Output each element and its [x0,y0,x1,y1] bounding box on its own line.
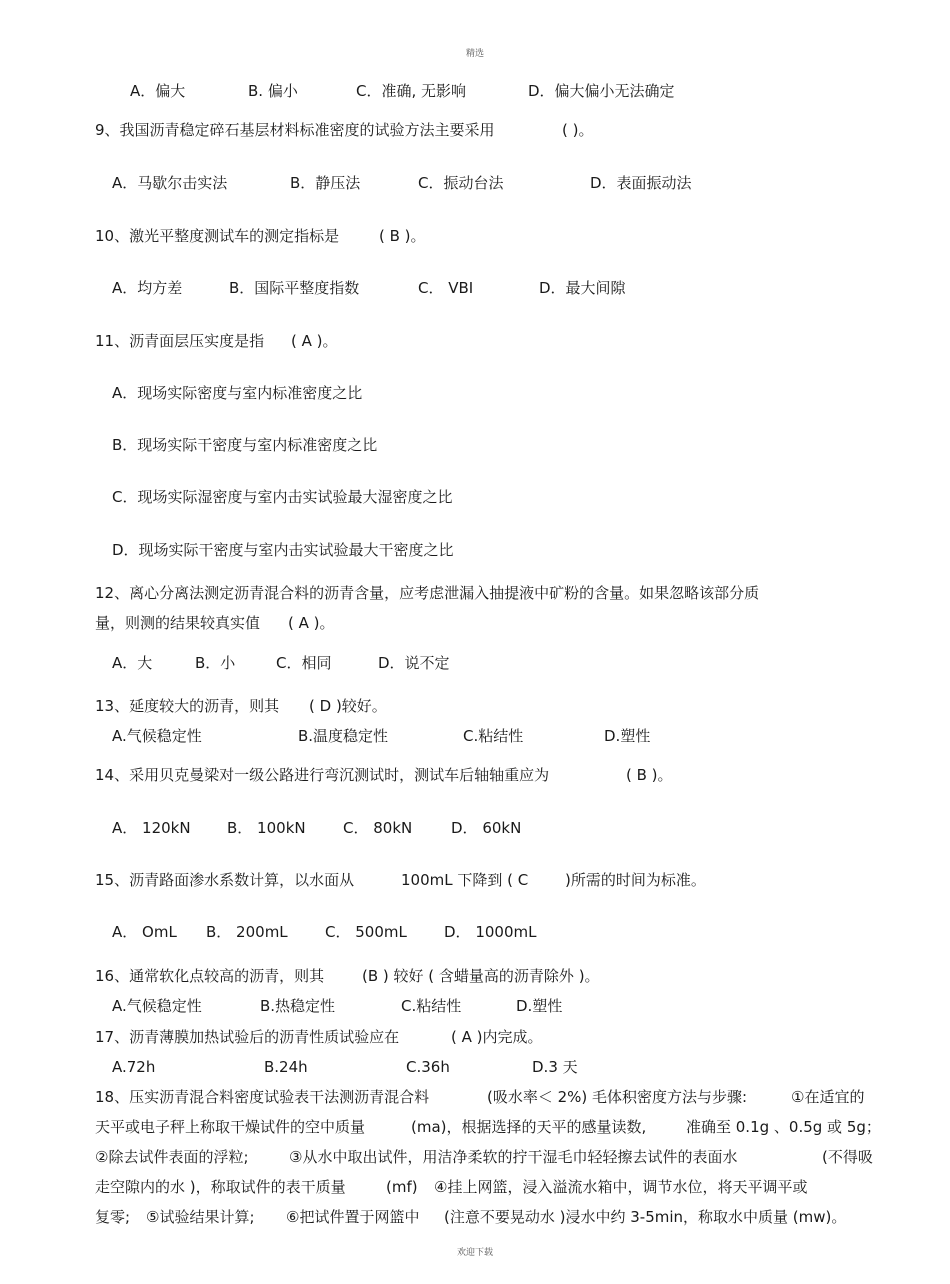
option-b: B．小 [195,654,236,672]
question-stem-line-3c: (不得吸 [822,1148,873,1166]
option-d: D.3 天 [532,1058,578,1076]
option-d: D． 60kN [451,819,522,837]
answer-blank: ( A )。 [288,614,335,632]
question-stem-end: )所需的时间为标准。 [565,871,706,889]
option-c: C．现场实际湿密度与室内击实试验最大湿密度之比 [112,488,453,506]
answer-blank: ( D )较好。 [309,697,387,715]
option-a: A．偏大 [130,82,186,100]
option-b: B．静压法 [290,174,361,192]
option-b: B. 偏小 [248,82,298,100]
option-d: D.塑性 [516,997,563,1015]
question-stem: 15、沥青路面渗水系数计算，以水面从 [95,871,355,889]
question-stem-line-1c: ①在适宜的 [791,1088,865,1106]
option-d: D． 1000mL [444,923,537,941]
question-stem-line-4a: 走空隙内的水 )，称取试件的表干质量 [95,1178,346,1196]
question-stem-line-5c: ⑥把试件置于网篮中 [286,1208,420,1226]
question-stem-line-5a: 复零; [95,1208,131,1226]
option-b: B．国际平整度指数 [229,279,360,297]
question-stem-line-4b: (mf) [386,1178,418,1196]
option-a: A.气候稳定性 [112,727,202,745]
option-b: B.热稳定性 [260,997,336,1015]
question-stem: 17、沥青薄膜加热试验后的沥青性质试验应在 [95,1028,400,1046]
option-d: D．现场实际干密度与室内击实试验最大干密度之比 [112,541,454,559]
option-c: C． 80kN [343,819,413,837]
option-c: C． VBI [418,279,474,297]
option-c: C． 500mL [325,923,407,941]
question-stem-line-3b: ③从水中取出试件，用洁净柔软的拧干湿毛巾轻轻擦去试件的表面水 [289,1148,738,1166]
answer-blank: ( A )内完成。 [451,1028,543,1046]
answer-blank: (B ) 较好 ( 含蜡量高的沥青除外 )。 [362,967,600,985]
question-stem-line-2a: 天平或电子秤上称取干燥试件的空中质量 [95,1118,366,1136]
answer-blank: ( )。 [562,121,594,139]
option-a: A．现场实际密度与室内标准密度之比 [112,384,363,402]
question-stem-line-4c: ④挂上网篮，浸入溢流水箱中，调节水位，将天平调平或 [434,1178,808,1196]
question-stem-line-5b: ⑤试验结果计算; [146,1208,255,1226]
option-d: D．表面振动法 [590,174,692,192]
option-a: A． OmL [112,923,177,941]
question-stem-cont: 量，则测的结果较真实值 [95,614,261,632]
option-b: B.24h [264,1058,308,1076]
question-stem: 12、离心分离法测定沥青混合料的沥青含量，应考虑泄漏入抽提液中矿粉的含量。如果忽略该部分质 [95,584,760,602]
option-a: A．均方差 [112,279,183,297]
question-stem: 16、通常软化点较高的沥青，则其 [95,967,325,985]
option-d: D．偏大偏小无法确定 [528,82,675,100]
question-stem: 14、采用贝克曼梁对一级公路进行弯沉测试时，测试车后轴轴重应为 [95,766,550,784]
option-b: B．现场实际干密度与室内标准密度之比 [112,436,378,454]
question-stem-line-2b: (ma)，根据选择的天平的感量读数, [411,1118,647,1136]
option-c: C.粘结性 [401,997,462,1015]
page-header: 精选 [465,49,484,59]
option-a: A.气候稳定性 [112,997,202,1015]
answer-blank: ( B )。 [626,766,673,784]
question-stem: 9、我国沥青稳定碎石基层材料标准密度的试验方法主要采用 [95,121,495,139]
option-c: C．振动台法 [418,174,504,192]
question-stem: 11、沥青面层压实度是指 [95,332,265,350]
page-footer: 欢迎下载 [456,1248,493,1258]
option-b: B． 100kN [227,819,306,837]
option-a: A． 120kN [112,819,191,837]
question-stem: 13、延度较大的沥青，则其 [95,697,280,715]
question-stem-line-1b: (吸水率＜ 2%) 毛体积密度方法与步骤: [487,1088,748,1106]
option-c: C.36h [406,1058,450,1076]
option-d: D.塑性 [604,727,651,745]
question-stem-mid: 100mL 下降到 ( C [401,871,529,889]
question-stem-line-5d: (注意不要晃动水 )浸水中约 3-5min，称取水中质量 (mw)。 [444,1208,847,1226]
question-stem: 10、激光平整度测试车的测定指标是 [95,227,340,245]
option-a: A．马歇尔击实法 [112,174,228,192]
option-b: B.温度稳定性 [298,727,389,745]
question-stem-line-2c: 准确至 0.1g 、0.5g 或 5g； [686,1118,881,1136]
question-stem-line-1a: 18、压实沥青混合料密度试验表干法测沥青混合料 [95,1088,430,1106]
option-b: B． 200mL [206,923,288,941]
option-a: A.72h [112,1058,156,1076]
option-c: C．准确, 无影响 [356,82,467,100]
option-d: D．说不定 [378,654,450,672]
answer-blank: ( A )。 [291,332,338,350]
option-a: A．大 [112,654,153,672]
option-c: C．相同 [276,654,332,672]
option-d: D．最大间隙 [539,279,626,297]
answer-blank: ( B )。 [379,227,426,245]
option-c: C.粘结性 [463,727,524,745]
question-stem-line-3a: ②除去试件表面的浮粒; [95,1148,249,1166]
